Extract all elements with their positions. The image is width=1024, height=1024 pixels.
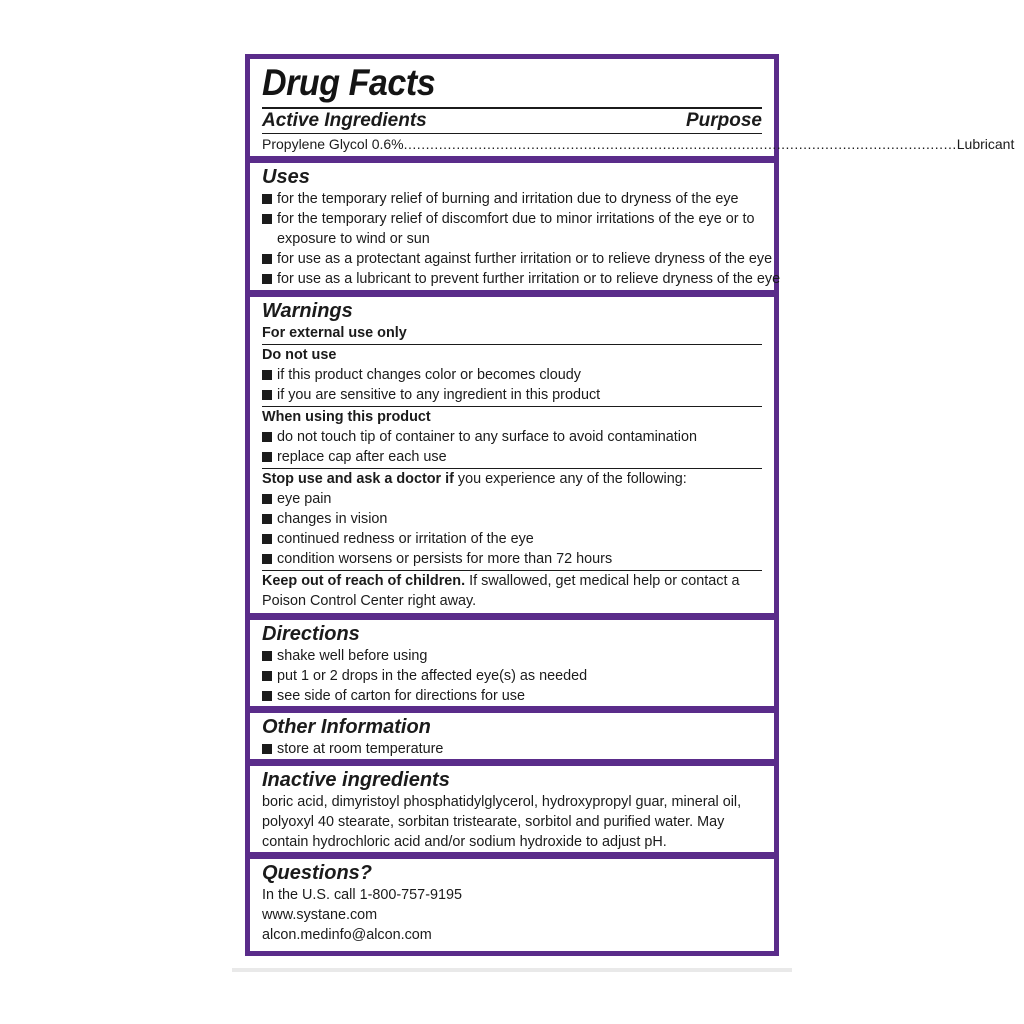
ingredient-purpose: Lubricant xyxy=(956,136,1015,152)
stop-use-item: eye pain xyxy=(262,489,762,509)
leader-dots: .............................................................................................................................. xyxy=(403,136,957,152)
uses-item: for the temporary relief of burning and irritation due to dryness of the eye xyxy=(262,189,762,209)
when-using-item: do not touch tip of container to any surface to avoid contamination xyxy=(262,427,762,447)
uses-section xyxy=(250,163,781,290)
when-using-item: replace cap after each use xyxy=(262,447,762,467)
directions-item: shake well before using xyxy=(262,646,762,666)
stop-use-heading xyxy=(262,469,762,489)
inactive-ingredients-text: boric acid, dimyristoyl phosphatidylglycerol, hydroxypropyl guar, mineral oil, polyoxyl 40 stearate, sorbitan tristearate, sorbitol and purified water. May contain hydrochloric acid and/or sodium hydroxide to adjust pH. xyxy=(262,794,742,850)
directions-heading: Directions xyxy=(262,623,360,645)
keep-out-rest: If swallowed, get medical help or contact a Poison Control Center right away. xyxy=(262,573,740,609)
active-ingredients-heading: Active Ingredients xyxy=(262,110,427,131)
stop-use-item: continued redness or irritation of the eye xyxy=(262,529,762,549)
directions-item: put 1 or 2 drops in the affected eye(s) as needed xyxy=(262,666,762,686)
do-not-use-heading: Do not use xyxy=(262,347,337,363)
uses-item-continuation: exposure to wind or sun xyxy=(277,231,430,247)
bottom-edge-strip xyxy=(232,968,792,972)
questions-heading: Questions? xyxy=(262,862,373,884)
uses-item: for use as a protectant against further irritation or to relieve dryness of the eye xyxy=(262,249,762,269)
page-title: Drug Facts xyxy=(262,62,436,103)
when-using-heading: When using this product xyxy=(262,409,431,425)
uses-item: for use as a lubricant to prevent further irritation or to relieve dryness of the eye xyxy=(262,269,762,289)
directions-item: see side of carton for directions for use xyxy=(262,686,762,706)
header-section xyxy=(250,59,1015,156)
directions-section xyxy=(250,620,774,706)
questions-section xyxy=(250,859,774,951)
drug-facts-inner xyxy=(250,59,1015,951)
stop-use-item: changes in vision xyxy=(262,509,762,529)
warnings-section xyxy=(250,297,774,613)
ingredient-name: Propylene Glycol 0.6% xyxy=(262,136,404,152)
stop-use-heading-rest: you experience any of the following: xyxy=(453,471,687,487)
do-not-use-item: if you are sensitive to any ingredient in this product xyxy=(262,385,762,405)
inactive-ingredients-heading: Inactive ingredients xyxy=(262,769,450,791)
drug-facts-panel xyxy=(245,54,1015,956)
stop-use-item: condition worsens or persists for more than 72 hours xyxy=(262,549,762,569)
stop-use-heading-bold: Stop use and ask a doctor if xyxy=(262,471,454,487)
other-information-section xyxy=(250,713,774,759)
website-line: www.systane.com xyxy=(262,907,378,923)
email-line: alcon.medinfo@alcon.com xyxy=(262,927,432,943)
active-ingredients-header-row xyxy=(262,109,762,133)
uses-heading: Uses xyxy=(262,166,310,188)
external-use-label: For external use only xyxy=(262,325,407,341)
other-information-heading: Other Information xyxy=(262,716,431,738)
active-ingredient-row xyxy=(262,133,1015,154)
purpose-heading: Purpose xyxy=(685,110,762,131)
keep-out-of-reach-text xyxy=(262,571,762,611)
other-information-item: store at room temperature xyxy=(262,739,762,759)
uses-item: for the temporary relief of discomfort due to minor irritations of the eye or to xyxy=(262,209,762,229)
warnings-heading: Warnings xyxy=(262,300,353,322)
inactive-ingredients-section xyxy=(250,766,774,852)
phone-line: In the U.S. call 1-800-757-9195 xyxy=(262,887,462,903)
do-not-use-item: if this product changes color or becomes cloudy xyxy=(262,365,762,385)
keep-out-bold: Keep out of reach of children. xyxy=(262,573,466,589)
